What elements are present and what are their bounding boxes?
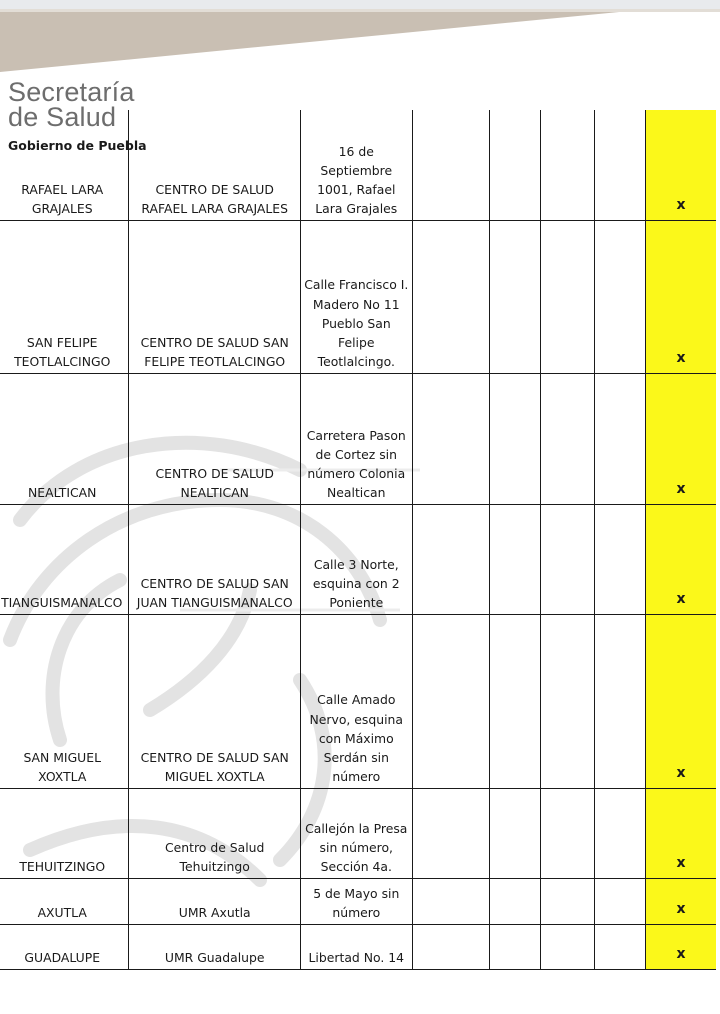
address-cell: 5 de Mayo sin número — [300, 878, 412, 924]
empty-cell — [412, 924, 489, 969]
empty-cell — [594, 878, 645, 924]
health-unit-cell: CENTRO DE SALUD SAN JUAN TIANGUISMANALCO — [129, 504, 300, 614]
empty-cell — [594, 110, 645, 220]
highlighted-mark-cell: x — [646, 924, 716, 969]
empty-cell — [489, 373, 540, 504]
health-unit-cell: CENTRO DE SALUD SAN MIGUEL XOXTLA — [129, 614, 300, 788]
empty-cell — [489, 220, 540, 373]
empty-cell — [489, 924, 540, 969]
highlighted-mark-cell: x — [646, 878, 716, 924]
municipality-cell: SAN FELIPE TEOTLALCINGO — [0, 220, 129, 373]
health-unit-cell: UMR Guadalupe — [129, 924, 300, 969]
empty-cell — [594, 614, 645, 788]
empty-cell — [489, 614, 540, 788]
table-row — [0, 373, 716, 504]
table-row — [0, 924, 716, 969]
address-cell: Carretera Pason de Cortez sin número Colonia Nealtican — [300, 373, 412, 504]
empty-cell — [541, 220, 594, 373]
table-row — [0, 614, 716, 788]
empty-cell — [594, 373, 645, 504]
empty-cell — [541, 788, 594, 878]
health-unit-cell: UMR Axutla — [129, 878, 300, 924]
empty-cell — [412, 504, 489, 614]
empty-cell — [541, 110, 594, 220]
table-row — [0, 220, 716, 373]
health-unit-cell: CENTRO DE SALUD NEALTICAN — [129, 373, 300, 504]
address-cell: Libertad No. 14 — [300, 924, 412, 969]
empty-cell — [412, 788, 489, 878]
logo-line-2: de Salud — [8, 102, 117, 132]
table-row — [0, 504, 716, 614]
table-row — [0, 788, 716, 878]
logo-subtitle: Gobierno de Puebla — [8, 138, 147, 153]
empty-cell — [412, 220, 489, 373]
municipality-cell: NEALTICAN — [0, 373, 129, 504]
empty-cell — [594, 504, 645, 614]
address-cell: Callejón la Presa sin número, Sección 4a. — [300, 788, 412, 878]
empty-cell — [489, 788, 540, 878]
municipality-cell: TEHUITZINGO — [0, 788, 129, 878]
empty-cell — [541, 924, 594, 969]
municipality-cell: RAFAEL LARA GRAJALES — [0, 110, 129, 220]
highlighted-mark-cell: x — [646, 373, 716, 504]
municipality-cell: AXUTLA — [0, 878, 129, 924]
highlighted-mark-cell: x — [646, 504, 716, 614]
logo-line-1: Secretaría — [8, 77, 135, 107]
address-cell: Calle Francisco I. Madero No 11 Pueblo San Felipe Teotlalcingo. — [300, 220, 412, 373]
municipality-cell: TIANGUISMANALCO — [0, 504, 129, 614]
highlighted-mark-cell: x — [646, 788, 716, 878]
municipality-cell: SAN MIGUEL XOXTLA — [0, 614, 129, 788]
table-row — [0, 110, 716, 220]
table-row — [0, 878, 716, 924]
health-unit-cell: Centro de Salud Tehuitzingo — [129, 788, 300, 878]
empty-cell — [541, 614, 594, 788]
address-cell: Calle 3 Norte, esquina con 2 Poniente — [300, 504, 412, 614]
empty-cell — [594, 220, 645, 373]
empty-cell — [489, 110, 540, 220]
empty-cell — [594, 924, 645, 969]
empty-cell — [541, 373, 594, 504]
empty-cell — [489, 504, 540, 614]
empty-cell — [412, 373, 489, 504]
health-unit-cell: CENTRO DE SALUD SAN FELIPE TEOTLALCINGO — [129, 220, 300, 373]
address-cell: 16 de Septiembre 1001, Rafael Lara Grajales — [300, 110, 412, 220]
empty-cell — [412, 614, 489, 788]
empty-cell — [594, 788, 645, 878]
empty-cell — [412, 110, 489, 220]
empty-cell — [541, 504, 594, 614]
highlighted-mark-cell: x — [646, 110, 716, 220]
address-cell: Calle Amado Nervo, esquina con Máximo Serdán sin número — [300, 614, 412, 788]
health-unit-cell: CENTRO DE SALUD RAFAEL LARA GRAJALES — [129, 110, 300, 220]
highlighted-mark-cell: x — [646, 220, 716, 373]
highlighted-mark-cell: x — [646, 614, 716, 788]
municipality-cell: GUADALUPE — [0, 924, 129, 969]
health-centers-table — [0, 110, 716, 970]
empty-cell — [541, 878, 594, 924]
letterhead-band — [0, 0, 720, 80]
empty-cell — [489, 878, 540, 924]
empty-cell — [412, 878, 489, 924]
